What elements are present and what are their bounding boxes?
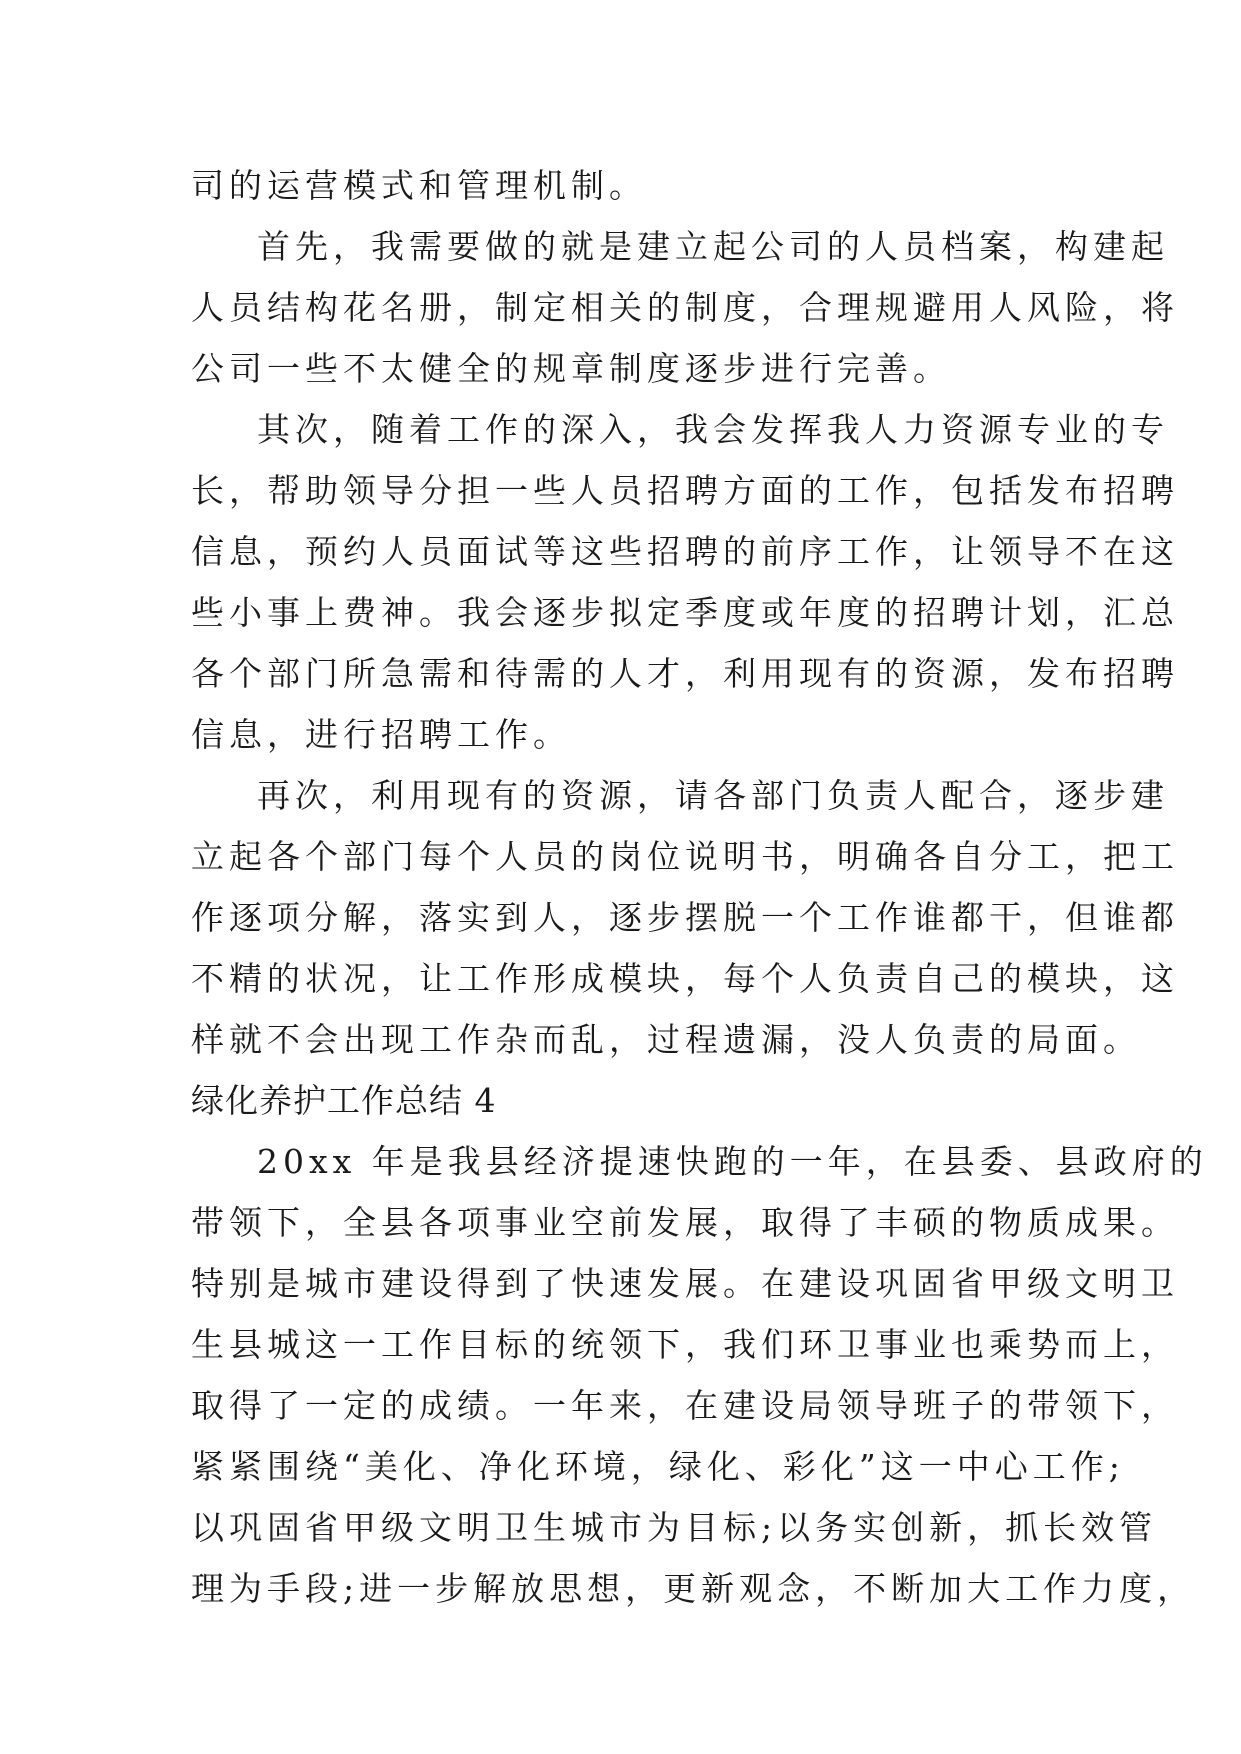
paragraph-block-2	[191, 1131, 1208, 1619]
text-line: 20xx 年是我县经济提速快跑的一年，在县委、县政府的	[257, 1142, 1208, 1181]
text-line: 带领下，全县各项事业空前发展，取得了丰硕的物质成果。	[191, 1203, 1179, 1242]
text-line: 各个部门所急需和待需的人才，利用现有的资源，发布招聘	[191, 654, 1179, 693]
text-line: 其次，随着工作的深入，我会发挥我人力资源专业的专	[257, 410, 1169, 449]
text-line: 再次，利用现有的资源，请各部门负责人配合，逐步建	[257, 776, 1169, 815]
text-line: 作逐项分解，落实到人，逐步摆脱一个工作谁都干，但谁都	[191, 898, 1179, 937]
section-heading: 绿化养护工作总结 4	[191, 1081, 497, 1120]
text-line: 司的运营模式和管理机制。	[191, 166, 647, 205]
text-line: 以巩固省甲级文明卫生城市为目标;以务实创新，抓长效管	[191, 1508, 1158, 1547]
text-line: 理为手段;进一步解放思想，更新观念，不断加大工作力度，	[191, 1569, 1196, 1608]
text-line: 特别是城市建设得到了快速发展。在建设巩固省甲级文明卫	[191, 1264, 1179, 1303]
text-line: 长，帮助领导分担一些人员招聘方面的工作，包括发布招聘	[191, 471, 1179, 510]
text-line: 样就不会出现工作杂而乱，过程遗漏，没人负责的局面。	[191, 1020, 1141, 1059]
text-line: 取得了一定的成绩。一年来，在建设局领导班子的带领下，	[191, 1386, 1179, 1425]
text-line: 不精的状况，让工作形成模块，每个人负责自己的模块，这	[191, 959, 1179, 998]
text-line: 人员结构花名册，制定相关的制度，合理规避用人风险，将	[191, 288, 1179, 327]
text-line: 信息，预约人员面试等这些招聘的前序工作，让领导不在这	[191, 532, 1179, 571]
text-line: 信息，进行招聘工作。	[191, 715, 571, 754]
text-line: 生县城这一工作目标的统领下，我们环卫事业也乘势而上，	[191, 1325, 1179, 1364]
text-line: 些小事上费神。我会逐步拟定季度或年度的招聘计划，汇总	[191, 593, 1179, 632]
text-line: 紧紧围绕“美化、净化环境，绿化、彩化”这一中心工作;	[191, 1447, 1125, 1486]
text-line: 立起各个部门每个人员的岗位说明书，明确各自分工，把工	[191, 837, 1179, 876]
text-line: 首先，我需要做的就是建立起公司的人员档案，构建起	[257, 227, 1169, 266]
paragraph-block-1	[191, 155, 1179, 1070]
text-line: 公司一些不太健全的规章制度逐步进行完善。	[191, 349, 951, 388]
document-body	[191, 155, 1208, 1619]
